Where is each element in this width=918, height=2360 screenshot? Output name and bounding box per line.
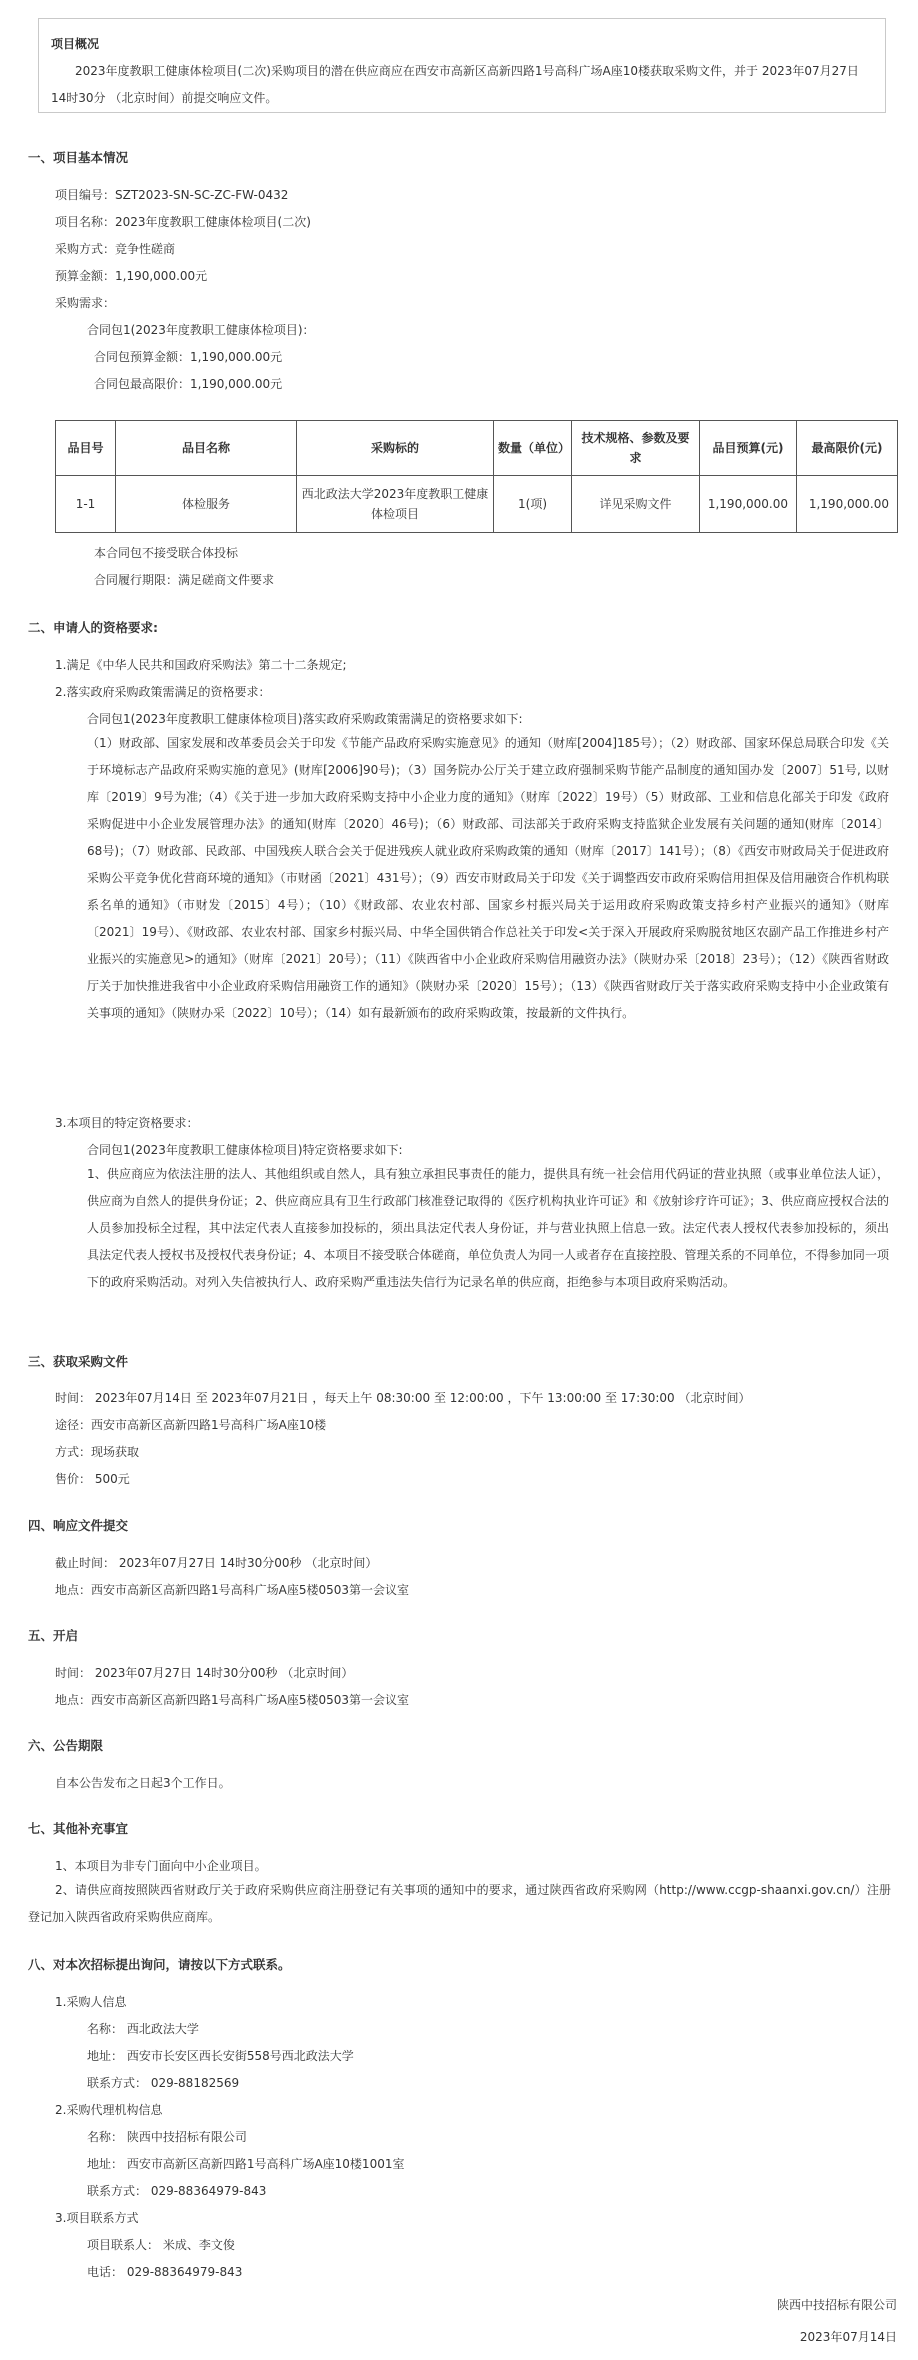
section-7-heading: 七、其他补充事宜 — [28, 1821, 129, 1836]
submission-deadline: 截止时间： 2023年07月27日 14时30分00秒 （北京时间） — [55, 1556, 378, 1570]
table-header-cell: 品目预算(元) — [700, 421, 797, 476]
table-header-cell: 数量（单位） — [494, 421, 572, 476]
table-row — [56, 476, 898, 533]
section-3-heading: 三、获取采购文件 — [28, 1354, 129, 1369]
table-cell: 详见采购文件 — [572, 476, 700, 533]
announcement-period: 自本公告发布之日起3个工作日。 — [55, 1776, 231, 1790]
overview-text: 2023年度教职工健康体检项目(二次)采购项目的潜在供应商应在西安市高新区高新四路1号高科广场A座10楼获取采购文件，并于 2023年07月27日 14时30分 （北京时间）前提交响应文件。 — [51, 64, 859, 105]
opening-time: 时间： 2023年07月27日 14时30分00秒 （北京时间） — [55, 1666, 354, 1680]
qualification-item-3: 3.本项目的特定资格要求： — [55, 1116, 199, 1130]
contact-info-title: 3.项目联系方式 — [55, 2211, 139, 2225]
agency-address: 地址： 西安市高新区高新四路1号高科广场A座10楼1001室 — [87, 2157, 405, 2171]
section-2-heading: 二、申请人的资格要求: — [28, 620, 158, 635]
package-max-price: 合同包最高限价：1,190,000.00元 — [94, 377, 283, 391]
contract-package-title: 合同包1(2023年度教职工健康体检项目)： — [87, 323, 315, 337]
no-consortium-note: 本合同包不接受联合体投标 — [94, 546, 239, 560]
table-header-cell: 采购标的 — [297, 421, 494, 476]
project-name: 项目名称：2023年度教职工健康体检项目(二次) — [55, 215, 311, 229]
purchaser-info-title: 1.采购人信息 — [55, 1995, 127, 2009]
agency-phone: 联系方式： 029-88364979-843 — [87, 2184, 267, 2198]
table-cell: 体检服务 — [116, 476, 297, 533]
project-number: 项目编号：SZT2023-SN-SC-ZC-FW-0432 — [55, 188, 289, 202]
table-header-row — [56, 421, 898, 476]
opening-place: 地点：西安市高新区高新四路1号高科广场A座5楼0503第一会议室 — [55, 1693, 410, 1707]
obtain-place: 途径：西安市高新区高新四路1号高科广场A座10楼 — [55, 1418, 327, 1432]
policy-requirements-text: （1）财政部、国家发展和改革委员会关于印发《节能产品政府采购实施意见》的通知（财库[2004]185号）；（2）财政部、国家环保总局联合印发《关于环境标志产品政府采购实施的意见》(财库[2006]90号)；（3）国务院办公厅关于建立政府强制采购节能产品制度的通知国办发〔2007〕51号, 以财库〔2019〕9号为准;（4）《关于进一步加大政府采购支持中小企业力度的通知》（财库〔2022〕19号）（5）财政部、工业和信息化部关于印发《政府采购促进中小企业发展管理办法》的通知(财库〔2020〕46号)；（6）财政部、司法部关于政府采购支持监狱企业发展有关问题的通知(财库〔2014〕68号)；（7）财政部、民政部、中国残疾人联合会关于促进残疾人就业政府采购政策的通知（财库〔2017〕141号）；（8）《西安市财政局关于促进政府采购公平竞争优化营商环境的通知》（市财函〔2021〕431号）；（9）西安市财政局关于印发《关于调整西安市政府采购信用担保及信用融资合作机构联系名单的通知》（市财发〔2015〕4号）；（10）《财政部、农业农村部、国家乡村振兴局关于运用政府采购政策支持乡村产业振兴的通知》（财库〔2021〕19号）、《财政部、农业农村部、国家乡村振兴局、中华全国供销合作总社关于印发<关于深入开展政府采购脱贫地区农副产品工作推进乡村产业振兴的实施意见>的通知》（财库〔2021〕20号）；（11）《陕西省中小企业政府采购信用融资办法》（陕财办采〔2018〕23号）；（12）《陕西省财政厅关于加快推进我省中小企业政府采购信用融资工作的通知》（陕财办采〔2020〕15号）；（13）《陕西省财政厅关于落实政府采购支持中小企业政策有关事项的通知》（陕财办采〔2022〕10号）；（14）如有最新颁布的政府采购政策，按最新的文件执行。 — [87, 736, 889, 1020]
purchaser-address: 地址： 西安市长安区西长安街558号西北政法大学 — [87, 2049, 354, 2063]
budget-amount: 预算金额：1,190,000.00元 — [55, 269, 208, 283]
overview-title: 项目概况 — [51, 37, 100, 51]
section-8-heading: 八、对本次招标提出询问，请按以下方式联系。 — [28, 1957, 291, 1972]
obtain-time: 时间： 2023年07月14日 至 2023年07月21日 ，每天上午 08:30:00 至 12:00:00 ，下午 13:00:00 至 17:30:00 （北京时间） — [55, 1391, 751, 1405]
specific-requirements-text: 1、供应商应为依法注册的法人、其他组织或自然人，具有独立承担民事责任的能力，提供具有统一社会信用代码证的营业执照（或事业单位法人证），供应商为自然人的提供身份证；2、供应商应具有卫生行政部门核准登记取得的《医疗机构执业许可证》和《放射诊疗许可证》；3、供应商应授权合法的人员参加投标全过程，其中法定代表人直接参加投标的，须出具法定代表人身份证，并与营业执照上信息一致。法定代表人授权代表参加投标的，须出具法定代表人授权书及授权代表身份证；4、本项目不接受联合体磋商，单位负责人为同一人或者存在直接控股、管理关系的不同单位，不得参加同一项下的政府采购活动。对列入失信被执行人、政府采购严重违法失信行为记录名单的供应商，拒绝参与本项目政府采购活动。 — [87, 1167, 889, 1289]
contract-period: 合同履行期限：满足磋商文件要求 — [94, 573, 275, 587]
document-price: 售价： 500元 — [55, 1472, 130, 1486]
purchaser-name: 名称： 西北政法大学 — [87, 2022, 199, 2036]
contact-phone: 电话： 029-88364979-843 — [87, 2265, 243, 2279]
table-header-cell: 品目名称 — [116, 421, 297, 476]
submission-place: 地点：西安市高新区高新四路1号高科广场A座5楼0503第一会议室 — [55, 1583, 410, 1597]
package-budget: 合同包预算金额：1,190,000.00元 — [94, 350, 283, 364]
qualification-item-2: 2.落实政府采购政策需满足的资格要求： — [55, 685, 271, 699]
section-6-heading: 六、公告期限 — [28, 1738, 104, 1753]
qualification-item-1: 1.满足《中华人民共和国政府采购法》第二十二条规定; — [55, 658, 347, 672]
items-table — [55, 420, 898, 533]
procurement-needs-label: 采购需求： — [55, 296, 116, 310]
issue-date: 2023年07月14日 — [799, 2330, 897, 2344]
section-4-heading: 四、响应文件提交 — [28, 1518, 129, 1533]
supplement-item-2: 2、请供应商按照陕西省财政厅关于政府采购供应商注册登记有关事项的通知中的要求，通过陕西省政府采购网（http://www.ccgp-shaanxi.gov.cn/）注册登记加入陕西省政府采购供应商库。 — [28, 1883, 891, 1924]
issuer-company: 陕西中技招标有限公司 — [776, 2298, 897, 2312]
table-header-cell: 技术规格、参数及要求 — [572, 421, 700, 476]
section-5-heading: 五、开启 — [28, 1628, 79, 1643]
table-cell: 1,190,000.00 — [700, 476, 797, 533]
table-header-cell: 品目号 — [56, 421, 116, 476]
purchaser-phone: 联系方式： 029-88182569 — [87, 2076, 240, 2090]
table-cell: 1-1 — [56, 476, 116, 533]
procurement-method: 采购方式：竞争性磋商 — [55, 242, 176, 256]
obtain-method: 方式：现场获取 — [55, 1445, 140, 1459]
policy-package-title: 合同包1(2023年度教职工健康体检项目)落实政府采购政策需满足的资格要求如下: — [87, 712, 523, 726]
table-header-cell: 最高限价(元) — [797, 421, 898, 476]
table-cell: 1(项) — [494, 476, 572, 533]
table-cell: 1,190,000.00 — [797, 476, 898, 533]
table-cell: 西北政法大学2023年度教职工健康体检项目 — [297, 476, 494, 533]
specific-package-title: 合同包1(2023年度教职工健康体检项目)特定资格要求如下: — [87, 1143, 403, 1157]
agency-info-title: 2.采购代理机构信息 — [55, 2103, 163, 2117]
section-1-heading: 一、项目基本情况 — [28, 150, 129, 165]
contact-person: 项目联系人： 米成、李文俊 — [87, 2238, 235, 2252]
supplement-item-1: 1、本项目为非专门面向中小企业项目。 — [55, 1859, 267, 1873]
agency-name: 名称： 陕西中技招标有限公司 — [87, 2130, 247, 2144]
project-overview-box — [38, 18, 886, 113]
